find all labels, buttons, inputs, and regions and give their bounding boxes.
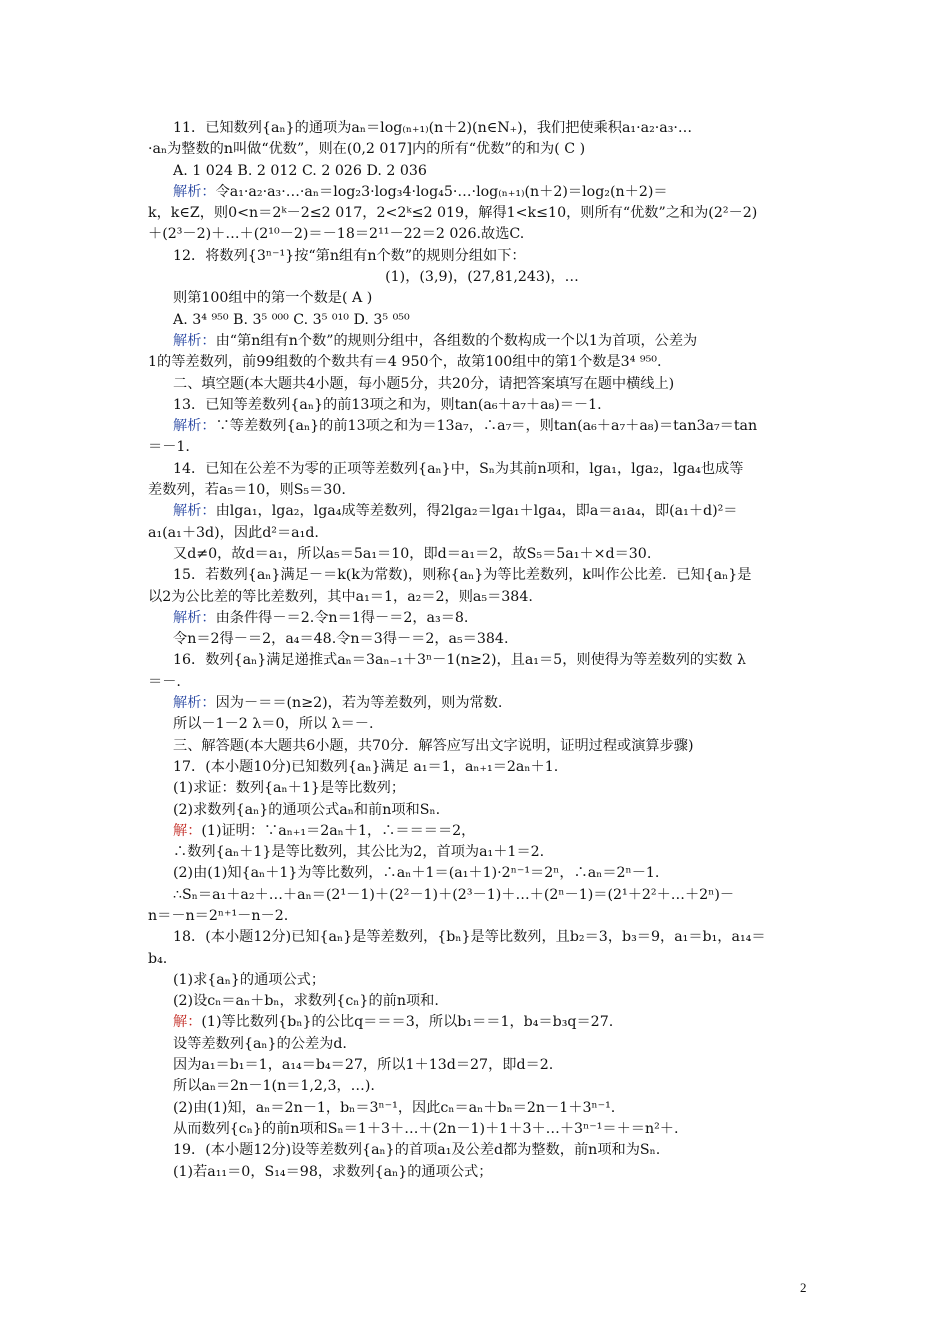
text-line — [148, 1055, 816, 1076]
text-line — [148, 352, 816, 373]
line-text: (2)由(1)知，aₙ＝2n－1，bₙ＝3ⁿ⁻¹，因此cₙ＝aₙ＋bₙ＝2n－1＋3ⁿ⁻¹. — [173, 1099, 616, 1116]
text-line — [148, 139, 816, 160]
text-line — [148, 1119, 816, 1140]
line-text: 15．若数列{aₙ}满足－＝k(k为常数)，则称{aₙ}为等比差数列，k叫作公比差．已知{aₙ}是 — [173, 567, 752, 584]
text-line — [148, 565, 816, 586]
text-line — [148, 778, 816, 799]
line-text: 又d≠0，故d＝a₁，所以a₅＝5a₁＝10，即d＝a₁＝2，故S₅＝5a₁＋×d＝30. — [173, 545, 652, 562]
text-line — [148, 1140, 816, 1161]
line-text: (2)设cₙ＝aₙ＋bₙ，求数列{cₙ}的前n项和. — [173, 993, 439, 1010]
line-text: 12．将数列{3ⁿ⁻¹}按“第n组有n个数”的规则分组如下： — [173, 247, 526, 264]
line-text: ∴数列{aₙ＋1}是等比数列，其公比为2，首项为a₁＋1＝2. — [173, 844, 545, 861]
line-text: ＝－1. — [148, 439, 190, 456]
solution-label: 解析： — [173, 183, 216, 200]
solution-label: 解： — [173, 1014, 202, 1031]
line-text: 因为－＝＝(n≥2)，若为等差数列，则为常数. — [215, 695, 503, 712]
line-text: 所以aₙ＝2n－1(n＝1,2,3，…). — [173, 1078, 375, 1095]
text-line — [148, 842, 816, 863]
line-text: (2)由(1)知{aₙ＋1}为等比数列，∴aₙ＋1＝(a₁＋1)·2ⁿ⁻¹＝2ⁿ，∴aₙ＝2ⁿ－1. — [173, 865, 660, 882]
text-line — [148, 821, 816, 842]
line-text: 以2为公比差的等比差数列，其中a₁＝1，a₂＝2，则a₅＝384. — [148, 588, 533, 605]
text-line — [148, 182, 816, 203]
line-text: 由lga₁，lga₂，lga₄成等差数列，得2lga₂＝lga₁＋lga₄，即a＝a₁a₄，即(a₁＋d)²＝ — [215, 503, 738, 520]
line-text: A. 1 024 B. 2 012 C. 2 026 D. 2 036 — [173, 162, 427, 179]
line-text: (1)若a₁₁＝0，S₁₄＝98，求数列{aₙ}的通项公式； — [173, 1163, 493, 1180]
line-text: 则第100组中的第一个数是( A ) — [173, 290, 373, 307]
line-text: 差数列，若a₅＝10，则S₅＝30. — [148, 482, 346, 499]
text-line — [148, 395, 816, 416]
text-line — [148, 970, 816, 991]
text-line — [148, 1034, 816, 1055]
line-text: 17．(本小题10分)已知数列{aₙ}满足 a₁＝1，aₙ₊₁＝2aₙ＋1. — [173, 758, 559, 775]
text-line — [148, 416, 816, 437]
line-text: 1的等差数列，前99组数的个数共有＝4 950个，故第100组中的第1个数是3⁴ ⁹⁵⁰. — [148, 354, 662, 371]
text-line — [148, 1098, 816, 1119]
text-line — [148, 459, 816, 480]
line-text: ＝－. — [148, 673, 181, 690]
page-number: 2 — [800, 1280, 807, 1295]
text-line — [148, 587, 816, 608]
text-line — [148, 1012, 816, 1033]
line-text: ＋(2³－2)＋…＋(2¹⁰－2)＝－18＝2¹¹－22＝2 026.故选C. — [148, 226, 525, 243]
line-text: (1)等比数列{bₙ}的公比q＝＝＝3，所以b₁＝＝1，b₄＝b₃q＝27. — [201, 1014, 614, 1031]
line-text: a₁(a₁＋3d)，因此d²＝a₁d. — [148, 524, 319, 541]
text-line — [148, 736, 816, 757]
text-line — [148, 714, 816, 735]
line-text: (1)求{aₙ}的通项公式； — [173, 971, 326, 988]
solution-label: 解析： — [173, 609, 216, 626]
text-line — [148, 863, 816, 884]
line-text: 令a₁·a₂·a₃·…·aₙ＝log₂3·log₃4·log₄5·…·log₍ₙ₊₁₎(n＋2)＝log₂(n＋2)＝ — [215, 183, 668, 200]
line-text: 14．已知在公差不为零的正项等差数列{aₙ}中，Sₙ为其前n项和，lga₁，lga₂，lga₄也成等 — [173, 460, 744, 477]
text-line — [148, 224, 816, 245]
line-text: 因为a₁＝b₁＝1，a₁₄＝b₄＝27，所以1＋13d＝27，即d＝2. — [173, 1057, 554, 1074]
line-text: b₄. — [148, 950, 168, 967]
text-line — [148, 523, 816, 544]
line-text: ∵等差数列{aₙ}的前13项之和为＝13a₇，∴a₇＝，则tan(a₆＋a₇＋a₈)＝tan3a₇＝tan — [215, 418, 758, 435]
text-line — [148, 501, 816, 522]
text-line — [148, 480, 816, 501]
text-line — [148, 672, 816, 693]
solution-label: 解： — [173, 822, 202, 839]
solution-label: 解析： — [173, 332, 216, 349]
text-line — [148, 374, 816, 395]
line-text: (1)求证：数列{aₙ＋1}是等比数列； — [173, 780, 406, 797]
line-text: 18．(本小题12分)已知{aₙ}是等差数列，{bₙ}是等比数列，且b₂＝3，b₃＝9，a₁＝b₁，a₁₄＝ — [173, 929, 766, 946]
text-line — [148, 629, 816, 650]
text-line — [148, 203, 816, 224]
text-line — [148, 757, 816, 778]
line-text: 三、解答题(本大题共6小题，共70分．解答应写出文字说明，证明过程或演算步骤) — [173, 737, 694, 754]
line-text: 所以－1－2 λ＝0，所以 λ＝－. — [173, 716, 374, 733]
text-line — [148, 1076, 816, 1097]
line-text: (1)，(3,9)，(27,81,243)，… — [385, 269, 579, 286]
text-line — [148, 246, 816, 267]
line-text: 由“第n组有n个数”的规则分组中，各组数的个数构成一个以1为首项，公差为 — [215, 332, 698, 349]
line-text: ∴Sₙ＝a₁＋a₂＋…＋aₙ＝(2¹－1)＋(2²－1)＋(2³－1)＋…＋(2ⁿ－1)＝(2¹＋2²＋…＋2ⁿ)－ — [173, 886, 735, 903]
page-body — [148, 118, 816, 1183]
text-line — [148, 608, 816, 629]
line-text: ·aₙ为整数的n叫做“优数”，则在(0,2 017]内的所有“优数”的和为( C ) — [148, 141, 586, 158]
text-line — [148, 331, 816, 352]
line-text: 13．已知等差数列{aₙ}的前13项之和为，则tan(a₆＋a₇＋a₈)＝－1. — [173, 396, 602, 413]
text-line — [148, 310, 816, 331]
text-line — [148, 650, 816, 671]
line-text: 从而数列{cₙ}的前n项和Sₙ＝1＋3＋…＋(2n－1)＋1＋3＋…＋3ⁿ⁻¹＝＋＝n²＋. — [173, 1120, 679, 1137]
line-text: (2)求数列{aₙ}的通项公式aₙ和前n项和Sₙ. — [173, 801, 441, 818]
line-text: 11．已知数列{aₙ}的通项为aₙ＝log₍ₙ₊₁₎(n＋2)(n∈N₊)，我们把使乘积a₁·a₂·a₃·… — [173, 120, 693, 136]
text-line — [148, 267, 816, 288]
line-text: (1)证明：∵aₙ₊₁＝2aₙ＋1，∴＝＝＝＝2， — [201, 822, 476, 839]
solution-label: 解析： — [173, 418, 216, 435]
line-text: 由条件得－＝2.令n＝1得－＝2，a₃＝8. — [215, 609, 469, 626]
solution-label: 解析： — [173, 695, 216, 712]
text-line — [148, 949, 816, 970]
text-line — [148, 288, 816, 309]
text-line — [148, 118, 816, 139]
line-text: 令n＝2得－＝2，a₄＝48.令n＝3得－＝2，a₅＝384. — [173, 631, 509, 648]
text-line — [148, 885, 816, 906]
line-text: n＝－n＝2ⁿ⁺¹－n－2. — [148, 907, 289, 924]
line-text: A. 3⁴ ⁹⁵⁰ B. 3⁵ ⁰⁰⁰ C. 3⁵ ⁰¹⁰ D. 3⁵ ⁰⁵⁰ — [173, 311, 410, 328]
text-line — [148, 693, 816, 714]
text-line — [148, 544, 816, 565]
line-text: k，k∈Z，则0<n＝2ᵏ－2≤2 017，2<2ᵏ≤2 019，解得1<k≤10，则所有“优数”之和为(2²－2) — [148, 205, 758, 222]
text-line — [148, 991, 816, 1012]
line-text: 设等差数列{aₙ}的公差为d. — [173, 1035, 347, 1052]
line-text: 二、填空题(本大题共4小题，每小题5分，共20分，请把答案填写在题中横线上) — [173, 375, 675, 392]
line-text: 19．(本小题12分)设等差数列{aₙ}的首项a₁及公差d都为整数，前n项和为Sₙ. — [173, 1142, 661, 1159]
text-line — [148, 437, 816, 458]
text-line — [148, 1162, 816, 1183]
text-line — [148, 800, 816, 821]
line-text: 16．数列{aₙ}满足递推式aₙ＝3aₙ₋₁＋3ⁿ－1(n≥2)，且a₁＝5，则使得为等差数列的实数 λ — [173, 652, 746, 669]
text-line — [148, 906, 816, 927]
solution-label: 解析： — [173, 503, 216, 520]
text-line — [148, 161, 816, 182]
text-line — [148, 927, 816, 948]
